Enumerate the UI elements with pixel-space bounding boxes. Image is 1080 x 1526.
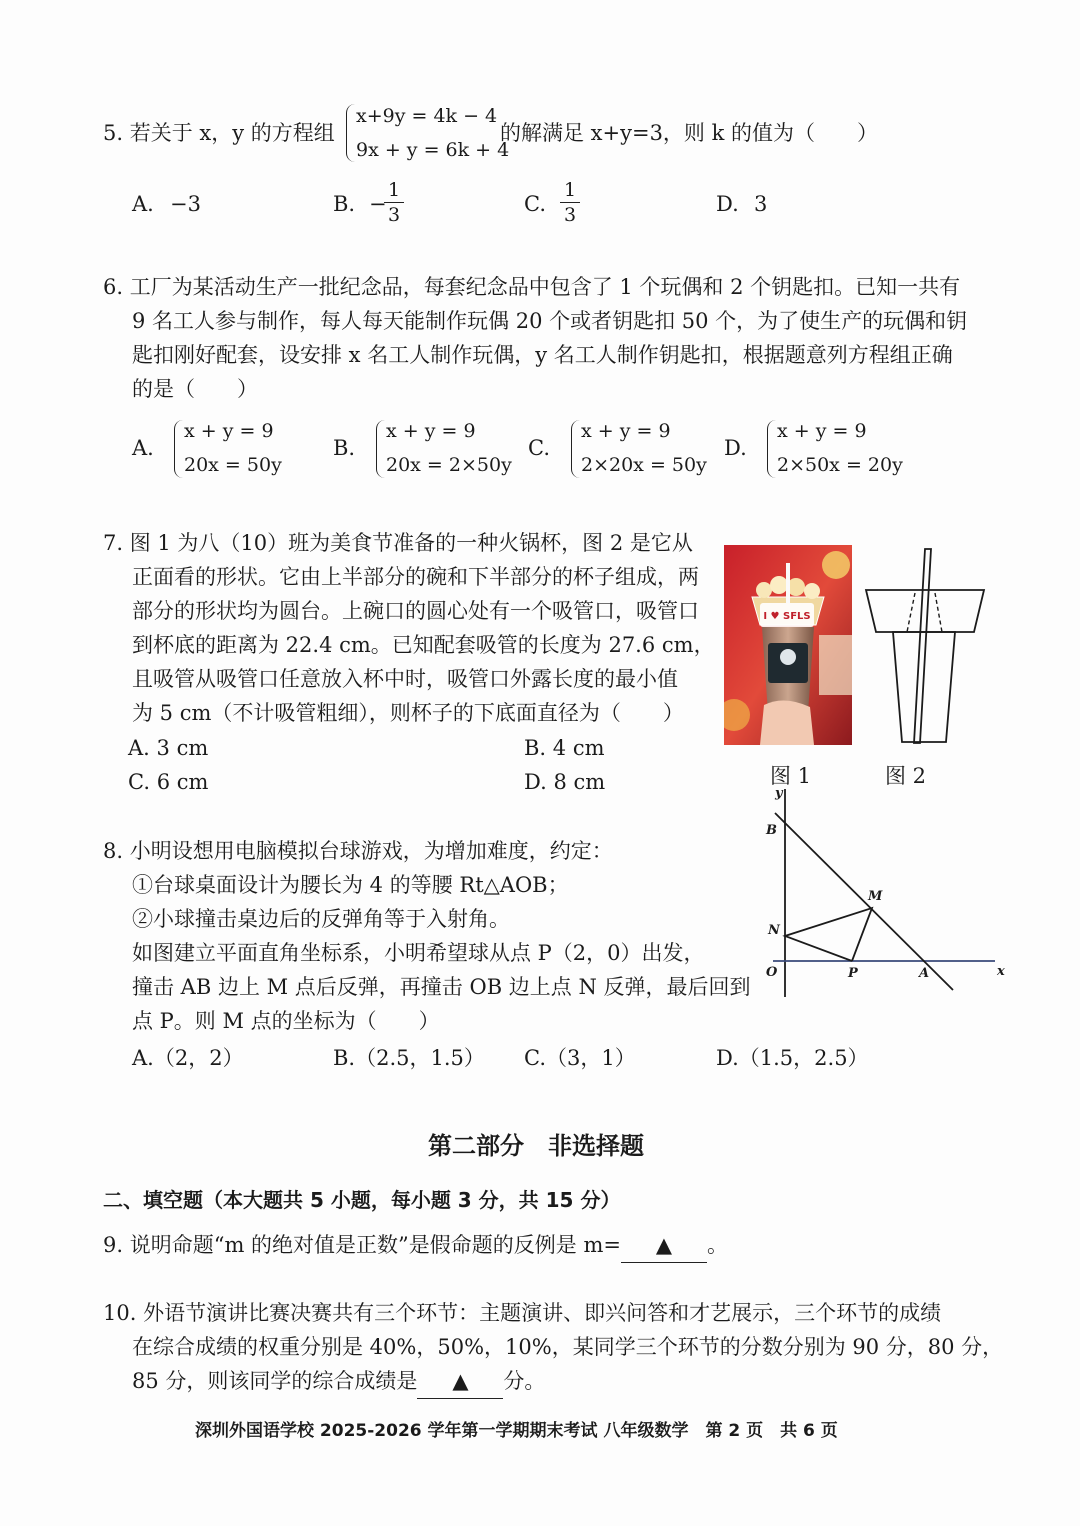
- q8-option-b: [333, 1042, 485, 1072]
- q6-option-c-eq1: x + y = 9: [581, 420, 671, 442]
- q8-point-n-label: N: [768, 923, 780, 938]
- q6-option-c-label: C.: [528, 436, 550, 460]
- q8-line-3: ②小球撞击桌边后的反弹角等于入射角。: [132, 907, 510, 931]
- q6-option-a-eq2: 20x = 50y: [184, 454, 282, 476]
- q10-line-3-end: 分。: [503, 1369, 546, 1393]
- q7-option-c: [128, 770, 208, 794]
- q8-option-a-value: （2，2）: [153, 1046, 244, 1070]
- q6-option-d-brace: [767, 420, 776, 478]
- q5-equation-2: 9x + y = 6k + 4: [356, 139, 510, 161]
- q8-line-4: 如图建立平面直角坐标系，小明希望球从点 P（2，0）出发，: [132, 941, 705, 965]
- q9-answer-blank: ▲: [621, 1228, 707, 1263]
- q7-line-2: 正面看的形状。它由上半部分的碗和下半部分的杯子组成，两: [132, 565, 699, 589]
- q5-stem-prefix: 5. 若关于 x，y 的方程组: [103, 121, 335, 145]
- part-2-title: 第二部分 非选择题: [428, 1132, 644, 1160]
- q10-line-3: [132, 1364, 545, 1399]
- q5-option-c-numerator: 1: [563, 179, 577, 201]
- q5-option-a-value: −3: [170, 192, 201, 216]
- q10-line-3-text: 85 分，则该同学的综合成绩是: [132, 1369, 418, 1393]
- q7-line-1: 7. 图 1 为八（10）班为美食节准备的一种火锅杯，图 2 是它从: [103, 531, 693, 555]
- q6-option-a-eq1: x + y = 9: [184, 420, 274, 442]
- q8-option-d-value: （1.5，2.5）: [738, 1046, 869, 1070]
- q8-option-a-label: A.: [132, 1046, 154, 1070]
- q5-option-c-denominator: 3: [560, 202, 580, 227]
- q8-coordinate-figure: [755, 785, 1015, 1005]
- q7-hidden-lines: [907, 593, 942, 632]
- q8-option-c-value: （3，1）: [546, 1046, 636, 1070]
- q5-option-b-sign: −: [369, 192, 387, 216]
- q7-figure-1-photo: [724, 545, 852, 745]
- q9-stem-end: 。: [706, 1233, 728, 1257]
- q7-bowl-outline: [866, 590, 984, 632]
- q5-equation-1: x+9y = 4k − 4: [356, 105, 498, 127]
- q5-option-b-fraction: [384, 178, 404, 227]
- q6-option-b-eq1: x + y = 9: [386, 420, 476, 442]
- q7-line-3: 部分的形状均为圆台。上碗口的圆心处有一个吸管口，吸管口: [132, 599, 699, 623]
- q7-option-a-label: A.: [128, 736, 150, 760]
- q6-option-a-label: A.: [132, 436, 154, 460]
- q6-option-b-eq2: 20x = 2×50y: [386, 454, 512, 476]
- q6-option-a-brace: [174, 420, 183, 478]
- q10-answer-blank: ▲: [417, 1364, 503, 1399]
- q5-option-c-fraction: [560, 178, 580, 227]
- q8-line-1: 8. 小明设想用电脑模拟台球游戏，为增加难度，约定：: [103, 839, 613, 863]
- q7-option-d: [524, 770, 605, 794]
- q8-point-b-label: B: [766, 823, 777, 838]
- q10-line-2: 在综合成绩的权重分别是 40%，50%，10%，某同学三个环节的分数分别为 90 分，80 分，: [132, 1335, 1004, 1359]
- q7-line-4: 到杯底的距离为 22.4 cm。已知配套吸管的长度为 27.6 cm，: [132, 633, 715, 657]
- q8-line-5: 撞击 AB 边上 M 点后反弹，再撞击 OB 边上点 N 反弹，最后回到: [132, 975, 751, 999]
- q8-option-c: [524, 1042, 636, 1072]
- q7-straw: [914, 549, 931, 743]
- q8-option-b-label: B.: [333, 1046, 356, 1070]
- q7-option-d-value: 8 cm: [553, 770, 606, 794]
- q5-option-b-denominator: 3: [384, 202, 404, 227]
- q7-figure-2-caption: 图 2: [885, 764, 927, 788]
- q7-option-a-value: 3 cm: [156, 736, 209, 760]
- q7-option-c-value: 6 cm: [156, 770, 209, 794]
- q7-option-b-value: 4 cm: [552, 736, 605, 760]
- q7-option-c-label: C.: [128, 770, 150, 794]
- q10-line-1: 10. 外语节演讲比赛决赛共有三个环节：主题演讲、即兴问答和才艺展示，三个环节的成绩: [103, 1301, 942, 1325]
- q8-option-d-label: D.: [716, 1046, 739, 1070]
- q8-option-b-value: （2.5，1.5）: [355, 1046, 485, 1070]
- q5-option-b-numerator: 1: [387, 179, 401, 201]
- q7-line-6: 为 5 cm（不计吸管粗细），则杯子的下底面直径为（ ）: [132, 701, 684, 725]
- q7-photo-sticker-text: I ♥ SFLS: [763, 611, 811, 622]
- q6-line-2: 9 名工人参与制作，每人每天能制作玩偶 20 个或者钥匙扣 50 个，为了使生产的玩偶和钥: [132, 309, 968, 333]
- q6-option-c-brace: [571, 420, 580, 478]
- q8-option-c-label: C.: [524, 1046, 546, 1070]
- q7-option-b-label: B.: [524, 736, 547, 760]
- q6-line-1: 6. 工厂为某活动生产一批纪念品，每套纪念品中包含了 1 个玩偶和 2 个钥匙扣。已知一共有: [103, 275, 961, 299]
- q6-option-b-brace: [376, 420, 385, 478]
- q7-figure-2-front-view: [860, 545, 990, 745]
- q5-brace: [346, 104, 355, 162]
- q7-option-d-label: D.: [524, 770, 547, 794]
- q6-option-d-label: D.: [724, 436, 747, 460]
- q9-stem: 9. 说明命题“m 的绝对值是正数”是假命题的反例是 m=: [103, 1233, 621, 1257]
- q8-line-2: ①台球桌面设计为腰长为 4 的等腰 Rt△AOB；: [132, 873, 569, 897]
- q8-option-a: [132, 1042, 244, 1072]
- q7-option-b: [524, 736, 605, 760]
- q7-figure-1-caption: 图 1: [770, 764, 812, 788]
- q5-option-d-label: D.: [716, 192, 739, 216]
- q5-option-d-value: 3: [754, 192, 768, 216]
- q6-line-3: 匙扣刚好配套，设安排 x 名工人制作玩偶，y 名工人制作钥匙扣，根据题意列方程组正确: [132, 343, 953, 367]
- q8-x-axis-label: x: [997, 964, 1005, 979]
- q6-option-d-eq2: 2×50x = 20y: [777, 454, 903, 476]
- q5-stem-suffix: 的解满足 x+y=3，则 k 的值为（ ）: [500, 121, 879, 145]
- q8-y-axis-label: y: [775, 786, 783, 801]
- q5-option-b-label: B.: [333, 192, 356, 216]
- q6-line-4: 的是（ ）: [132, 377, 258, 401]
- q7-option-a: [128, 736, 208, 760]
- q8-ball-path: [785, 908, 872, 961]
- q5-option-c-label: C.: [524, 192, 546, 216]
- q6-option-d-eq1: x + y = 9: [777, 420, 867, 442]
- q8-line-6: 点 P。则 M 点的坐标为（ ）: [132, 1009, 440, 1033]
- q8-option-d: [716, 1042, 869, 1072]
- q8-point-a-label: A: [919, 966, 930, 981]
- q8-point-p-label: P: [848, 966, 858, 981]
- fill-in-section-heading: 二、填空题（本大题共 5 小题，每小题 3 分，共 15 分）: [103, 1188, 621, 1212]
- q8-point-o-label: O: [766, 965, 778, 980]
- q6-option-c-eq2: 2×20x = 50y: [581, 454, 707, 476]
- q7-line-5: 且吸管从吸管口任意放入杯中时，吸管口外露长度的最小值: [132, 667, 678, 691]
- q6-option-b-label: B.: [333, 436, 356, 460]
- question-9: [103, 1228, 728, 1263]
- page-footer: 深圳外国语学校 2025-2026 学年第一学期期末考试 八年级数学 第 2 页 共 6 页: [195, 1421, 838, 1441]
- q8-point-m-label: M: [868, 889, 883, 904]
- q8-hypotenuse-ab: [775, 813, 953, 990]
- q5-option-a-label: A.: [132, 192, 154, 216]
